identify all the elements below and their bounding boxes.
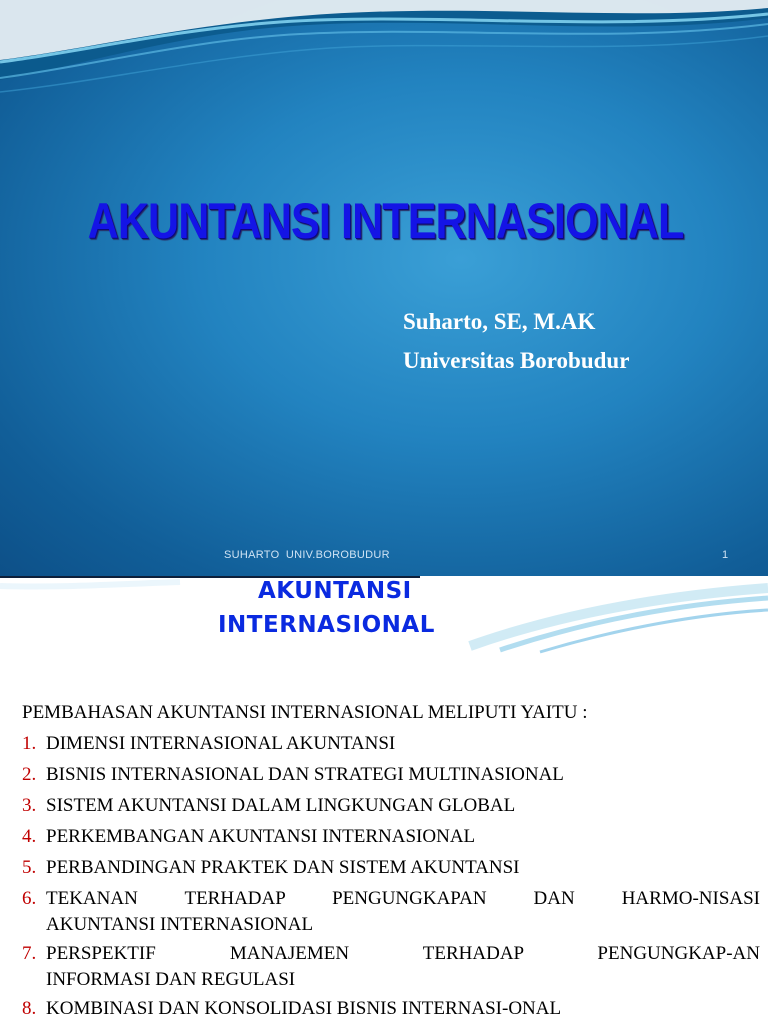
content-slide [0,576,768,1024]
list-item-text-block [46,883,760,938]
list-item-text-continued: AKUNTANSI INTERNASIONAL [46,914,314,935]
list-number: 5. [22,857,37,878]
slide-body [22,698,760,1024]
list-item-text: PERBANDINGAN PRAKTEK DAN SISTEM AKUNTANSI [46,857,520,878]
page-number: 1 [722,549,729,561]
list-number: 8. [22,998,37,1019]
list-item [22,993,760,1024]
list-item-text: SISTEM AKUNTANSI DALAM LINGKUNGAN GLOBAL [46,795,516,816]
list-item-text: TEKANAN TERHADAP PENGUNGKAPAN DAN HARMO-NISASI [46,888,760,909]
list-item-text: PERKEMBANGAN AKUNTANSI INTERNASIONAL [46,826,476,847]
list-item [22,938,760,993]
list-number: 2. [22,764,37,785]
list-item-text: PERSPEKTIF MANAJEMEN TERHADAP PENGUNGKAP-AN [46,943,760,964]
list-item [22,821,760,852]
slide-title [218,576,435,642]
slide-title-line2: INTERNASIONAL [218,612,435,638]
author-name: Suharto, SE, M.AK [403,309,596,334]
list-number: 3. [22,795,37,816]
list-item-text: DIMENSI INTERNASIONAL AKUNTANSI [46,733,396,754]
wave-decoration [0,0,768,110]
list-number: 4. [22,826,37,847]
list-item-text-block [46,938,760,993]
list-item [22,883,760,938]
list-number: 6. [22,888,37,909]
slide-title-line1: AKUNTANSI [258,578,412,604]
list-item-text-continued: INFORMASI DAN REGULASI [46,969,296,990]
list-item [22,759,760,790]
list-item-text: KOMBINASI DAN KONSOLIDASI BISNIS INTERNASI-ONAL [46,998,562,1019]
list-item-text: BISNIS INTERNASIONAL DAN STRATEGI MULTINASIONAL [46,764,564,785]
list-number: 1. [22,733,37,754]
intro-text: PEMBAHASAN AKUNTANSI INTERNASIONAL MELIPUTI YAITU : [22,702,588,723]
list-item [22,852,760,883]
slide-footer: SUHARTO UNIV.BOROBUDUR [224,549,390,561]
list-item [22,790,760,821]
slide-title: AKUNTANSI INTERNASIONAL [87,193,684,249]
topic-list [22,728,760,1024]
list-number: 7. [22,943,37,964]
list-item [22,728,760,759]
institution-name: Universitas Borobudur [403,348,630,373]
